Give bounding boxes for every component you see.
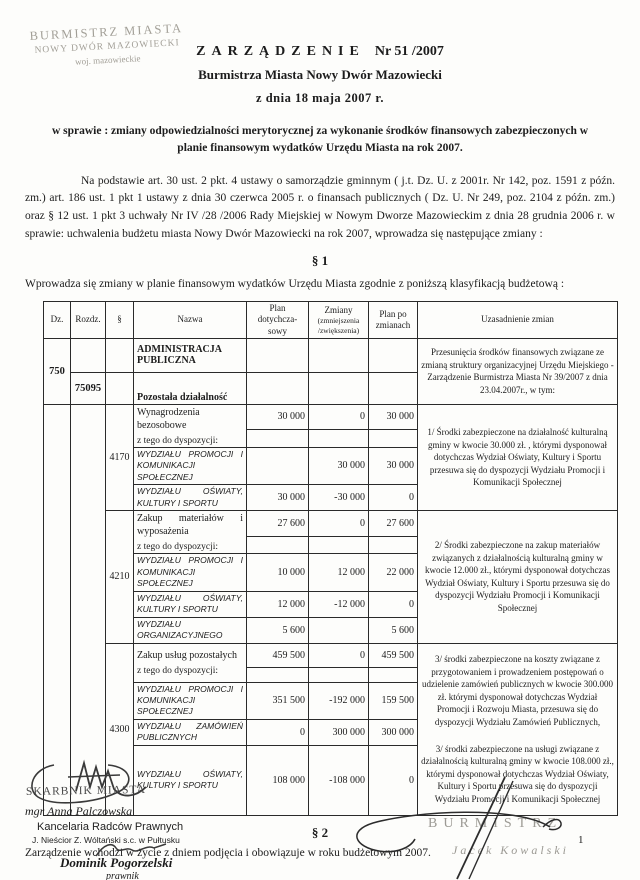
table-row bbox=[44, 511, 618, 537]
cell-par-4300: 4300 bbox=[106, 643, 134, 815]
title-line3: z dnia 18 maja 2007 r. bbox=[256, 91, 384, 105]
cell-plan: 108 000 bbox=[247, 745, 309, 815]
title-word: ZARZĄDZENIE bbox=[196, 44, 365, 59]
cell-dept-name: WYDZIAŁU PROMOCJI I KOMUNIKACJI SPOŁECZNEJ bbox=[134, 447, 247, 484]
title-number: Nr 51 /2007 bbox=[374, 44, 444, 59]
closing-paragraph: Zarządzenie wchodzi w życie z dniem podjęcia i obowiązuje w roku budżetowym 2007. bbox=[25, 846, 431, 859]
cell-par-4170: 4170 bbox=[106, 404, 134, 510]
law-office-line1: Kancelaria Radców Prawnych bbox=[37, 821, 184, 833]
dominik-name-label: Dominik Pogorzelski bbox=[60, 855, 173, 870]
uzasadnienie-3b: 3/ środki zabezpieczone na usługi związane z działalnością kulturalną gminy w kwocie 108.000 zł., którymi dysponował dotychczas Wydział Oświaty, Kultury i Sportu przesuwa się do dyspozycji Wydziału Promocji i Komunikacji Społecznej bbox=[421, 743, 614, 804]
table-row bbox=[44, 338, 618, 372]
col-header-rozdz: Rozdz. bbox=[71, 302, 106, 339]
cell-rozdzial-name: Pozostała działalność bbox=[134, 372, 247, 404]
col-header-plan-l3: sowy bbox=[267, 325, 287, 336]
col-header-plan-l2: dotychcza- bbox=[257, 314, 298, 325]
cell-uzasadnienie-1: 1/ Środki zabezpieczone na działalność kulturalną gminy w kwocie 30.000 zł. , którymi dysponował dotychczas Wydział Oświaty, Kultury i Sportu przesuwa się do dyspozycji Wydziału Promocji i Komunikacji Społecznej bbox=[418, 404, 618, 510]
cell-plan: 30 000 bbox=[247, 485, 309, 511]
cell-dept-name: WYDZIAŁU PROMOCJI I KOMUNIKACJI SPOŁECZNEJ bbox=[134, 682, 247, 719]
office-stamp bbox=[21, 20, 193, 71]
cell-planpo: 30 000 bbox=[369, 404, 418, 429]
cell-plan: 0 bbox=[247, 719, 309, 745]
prawnik-label: prawnik bbox=[106, 871, 139, 880]
col-header-par: § bbox=[106, 302, 134, 339]
cell-zmiany: -12 000 bbox=[309, 591, 369, 617]
cell-dept-name: WYDZIAŁU OŚWIATY, KULTURY I SPORTU bbox=[134, 485, 247, 511]
cell-plan: 30 000 bbox=[247, 404, 309, 429]
table-header-row bbox=[44, 302, 618, 339]
cell-zmiany: 30 000 bbox=[309, 447, 369, 484]
cell-plan: 27 600 bbox=[247, 511, 309, 537]
cell-zmiany: 0 bbox=[309, 643, 369, 667]
cell-dept-name: WYDZIAŁU OŚWIATY, KULTURY I SPORTU bbox=[134, 591, 247, 617]
cell-par-4210: 4210 bbox=[106, 511, 134, 643]
col-header-dz: Dz. bbox=[44, 302, 71, 339]
cell-dept-name: WYDZIAŁU ZAMÓWIEŃ PUBLICZNYCH bbox=[134, 719, 247, 745]
cell-plan: 10 000 bbox=[247, 554, 309, 591]
cell-planpo: 159 500 bbox=[369, 682, 418, 719]
office-stamp-line2: NOWY DWÓR MAZOWIECKI bbox=[34, 38, 180, 56]
cell-plan: 12 000 bbox=[247, 591, 309, 617]
table-row bbox=[44, 643, 618, 667]
signature-anna-icon bbox=[24, 747, 184, 807]
uzasadnienie-3a: 3/ środki zabezpieczone na koszty związane z przygotowaniem i prowadzeniem postępowań o udzielenie zamówień publicznych w kwocie 300.000 zł. którymi dysponował dotychczas Wydział Promocji i Rozwoju Miasta, przesuwa się do dyspozycji Wydziału Zamówień Publicznych, bbox=[422, 653, 613, 727]
col-header-planpo-l1: Plan po bbox=[379, 308, 407, 319]
col-header-planpo bbox=[369, 302, 418, 339]
col-header-plan bbox=[247, 302, 309, 339]
cell-sublabel: z tego do dyspozycji: bbox=[137, 666, 218, 676]
cell-planpo: 30 000 bbox=[369, 447, 418, 484]
law-office-line2: J. Nieścior Z. Wóltański s.c. w Pułtusku bbox=[32, 835, 180, 845]
cell-name-4210: Zakup materiałów i wyposażenia bbox=[137, 513, 243, 538]
cell-name-4170: Wynagrodzenia bezosobowe bbox=[137, 406, 200, 431]
office-stamp-line3: woj. mazowieckie bbox=[74, 52, 141, 67]
skarbnik-stamp: SKARBNIK MIASTA bbox=[25, 783, 146, 799]
cell-planpo: 0 bbox=[369, 745, 418, 815]
cell-zmiany: -30 000 bbox=[309, 485, 369, 511]
subject-line: w sprawie : zmiany odpowiedzialności merytorycznej za wykonanie środków finansowych zabezpieczonych w planie finansowym wydatków Urzędu Miasta na rok 2007. bbox=[51, 125, 589, 155]
cell-rozdz: 75095 bbox=[71, 372, 106, 404]
cell-zmiany: -192 000 bbox=[309, 682, 369, 719]
cell-planpo: 27 600 bbox=[369, 511, 418, 537]
burmistrz-name-stamp: Jacek Kowalski bbox=[452, 843, 569, 857]
legal-basis-paragraph: Na podstawie art. 30 ust. 2 pkt. 4 ustawy o samorządzie gminnym ( j.t. Dz. U. z 2001r. Nr 142, poz. 1591 z późn. zm.) art. 186 ust. 1 pkt 1 ustawy z dnia 30 czerwca 2005 r. o finansach publicznych ( Dz. U. Nr 249, poz. 2104 z późn. zm.) oraz § 12 ust. 1 pkt 3 uchwały Nr IV /28 /2006 Rady Miejskiej w Nowym Dworze Mazowieckim z dnia 28 grudnia 2006 r. w sprawie: uchwalenia budżetu miasta Nowy Dwór Mazowiecki na rok 2007, wprowadza się następujące zmiany : bbox=[25, 174, 615, 240]
office-stamp-line1: BURMISTRZ MIASTA bbox=[29, 21, 184, 44]
cell-zmiany: -108 000 bbox=[309, 745, 369, 815]
cell-zmiany: 300 000 bbox=[309, 719, 369, 745]
col-header-nazwa: Nazwa bbox=[134, 302, 247, 339]
cell-uzasadnienie-header: Przesunięcia środków finansowych związane ze zmianą struktury organizacyjnej Urzędu Miejskiego -Zarządzenie Burmistrza Miasta Nr 39/2007 z dnia 23.04.2007r., w tym: bbox=[418, 338, 618, 404]
col-header-zmiany-l3: /zwiększenia) bbox=[317, 325, 360, 335]
col-header-zmiany bbox=[309, 302, 369, 339]
cell-uzasadnienie-2: 2/ Środki zabezpieczone na zakup materiałów związanych z działalnością kulturalną gminy w kwocie 12.000 zł., którymi dysponował dotychczas Wydział Oświaty, Kultury i Sportu przesuwa się do dyspozycji Wydziału Promocji i Komunikacji Społecznej bbox=[418, 511, 618, 643]
signature-burmistrz-icon bbox=[345, 775, 605, 880]
cell-dzial-name: ADMINISTRACJA PUBLICZNA bbox=[134, 338, 247, 372]
cell-plan: 5 600 bbox=[247, 617, 309, 643]
cell-planpo: 459 500 bbox=[369, 643, 418, 667]
cell-dz: 750 bbox=[44, 338, 71, 404]
anna-name-label: mgr Anna Palczowska bbox=[25, 804, 133, 818]
cell-plan: 459 500 bbox=[247, 643, 309, 667]
cell-planpo: 22 000 bbox=[369, 554, 418, 591]
col-header-uzasadnienie: Uzasadnienie zmian bbox=[418, 302, 618, 339]
cell-plan: 351 500 bbox=[247, 682, 309, 719]
signature-dominik-icon bbox=[92, 840, 172, 860]
section1-intro: Wprowadza się zmiany w planie finansowym wydatków Urzędu Miasta zgodnie z poniższą klasyfikacją budżetową : bbox=[25, 277, 565, 290]
section1-heading: § 1 bbox=[311, 252, 329, 268]
cell-zmiany: 12 000 bbox=[309, 554, 369, 591]
col-header-plan-l1: Plan bbox=[269, 303, 286, 313]
cell-planpo: 5 600 bbox=[369, 617, 418, 643]
col-header-zmiany-l2: (zmniejszenia bbox=[317, 316, 360, 326]
section2-heading: § 2 bbox=[311, 824, 329, 840]
cell-zmiany: 0 bbox=[309, 404, 369, 429]
burmistrz-stamp: BURMISTRZ bbox=[428, 816, 563, 831]
cell-name-4300: Zakup usług pozostałych bbox=[137, 650, 237, 661]
cell-sublabel: z tego do dyspozycji: bbox=[137, 435, 218, 446]
cell-zmiany: 0 bbox=[309, 511, 369, 537]
cell-planpo: 300 000 bbox=[369, 719, 418, 745]
cell-dept-name: WYDZIAŁU ORGANIZACYJNEGO bbox=[134, 617, 247, 643]
col-header-planpo-l2: zmianach bbox=[375, 319, 411, 330]
cell-planpo: 0 bbox=[369, 485, 418, 511]
budget-table bbox=[43, 301, 618, 816]
title-line2: Burmistrza Miasta Nowy Dwór Mazowiecki bbox=[198, 67, 442, 82]
page-number: 1 bbox=[578, 834, 584, 846]
cell-plan bbox=[247, 447, 309, 484]
table-row bbox=[44, 404, 618, 429]
cell-dept-name: WYDZIAŁU PROMOCJI I KOMUNIKACJI SPOŁECZNEJ bbox=[134, 554, 247, 591]
cell-dept-name: WYDZIAŁU OŚWIATY, KULTURY I SPORTU bbox=[134, 745, 247, 815]
cell-sublabel: z tego do dyspozycji: bbox=[137, 542, 218, 553]
cell-zmiany bbox=[309, 617, 369, 643]
cell-planpo: 0 bbox=[369, 591, 418, 617]
col-header-zmiany-l1: Zmiany bbox=[324, 304, 353, 315]
